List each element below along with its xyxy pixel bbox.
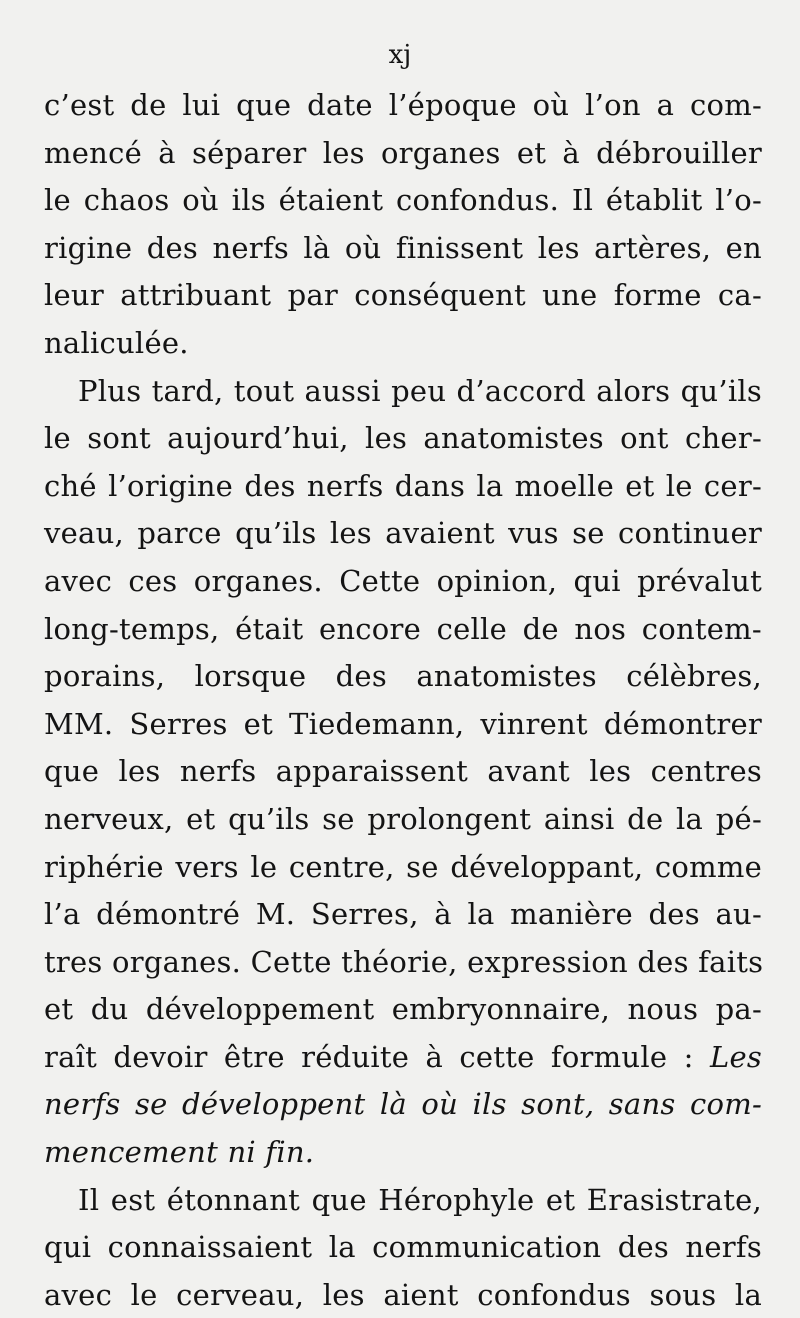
text-line: naliculée. (44, 325, 189, 360)
text-line: avec ces organes. Cette opinion, qui prévalut (44, 563, 762, 598)
text-line: et du développement embryonnaire, nous pa- (44, 992, 762, 1027)
body-text (44, 82, 762, 1318)
text-line (44, 1081, 762, 1129)
text-line: riphérie vers le centre, se développant, comme (44, 849, 762, 884)
text-line: Plus tard, tout aussi peu d’accord alors qu’ils (78, 373, 762, 408)
text-line: le sont aujourd’hui, les anatomistes ont cher- (44, 421, 762, 456)
text-line: veau, parce qu’ils les avaient vus se continuer (44, 516, 762, 551)
text-line: Il est étonnant que Hérophyle et Erasistrate, (78, 1182, 762, 1217)
text-line: nerveux, et qu’ils se prolongent ainsi de la pé- (44, 801, 762, 836)
text-line: porains, lorsque des anatomistes célèbres, (44, 659, 762, 694)
text-line (44, 1129, 762, 1177)
text-line: rigine des nerfs là où finissent les artères, en (44, 230, 762, 265)
text-line: qui connaissaient la communication des nerfs (44, 1230, 762, 1265)
text-line: c’est de lui que date l’époque où l’on a com- (44, 88, 762, 122)
text-line: avec le cerveau, les aient confondus sous la (44, 1277, 762, 1312)
text-line: le chaos où ils étaient confondus. Il établit l’o- (44, 183, 762, 218)
page-number: xj (388, 40, 412, 70)
text-line: ché l’origine des nerfs dans la moelle et le cer- (44, 468, 762, 503)
text-line: l’a démontré M. Serres, à la manière des au- (44, 897, 762, 932)
italic-text: Les (709, 1039, 762, 1074)
text-line-start: raît devoir être réduite à cette formule : (44, 1039, 694, 1074)
text-line (44, 1034, 762, 1082)
italic-text: mencement ni fin. (44, 1135, 315, 1170)
text-line: MM. Serres et Tiedemann, vinrent démontrer (44, 706, 762, 741)
text-line: que les nerfs apparaissent avant les centres (44, 754, 762, 789)
text-line: leur attribuant par conséquent une forme ca- (44, 278, 762, 313)
text-line: tres organes. Cette théorie, expression des faits (44, 944, 764, 979)
text-line: long-temps, était encore celle de nos contem- (44, 611, 762, 646)
italic-text: nerfs se développent là où ils sont, sans com- (44, 1087, 762, 1122)
text-line: mencé à séparer les organes et à débrouiller (44, 135, 762, 170)
